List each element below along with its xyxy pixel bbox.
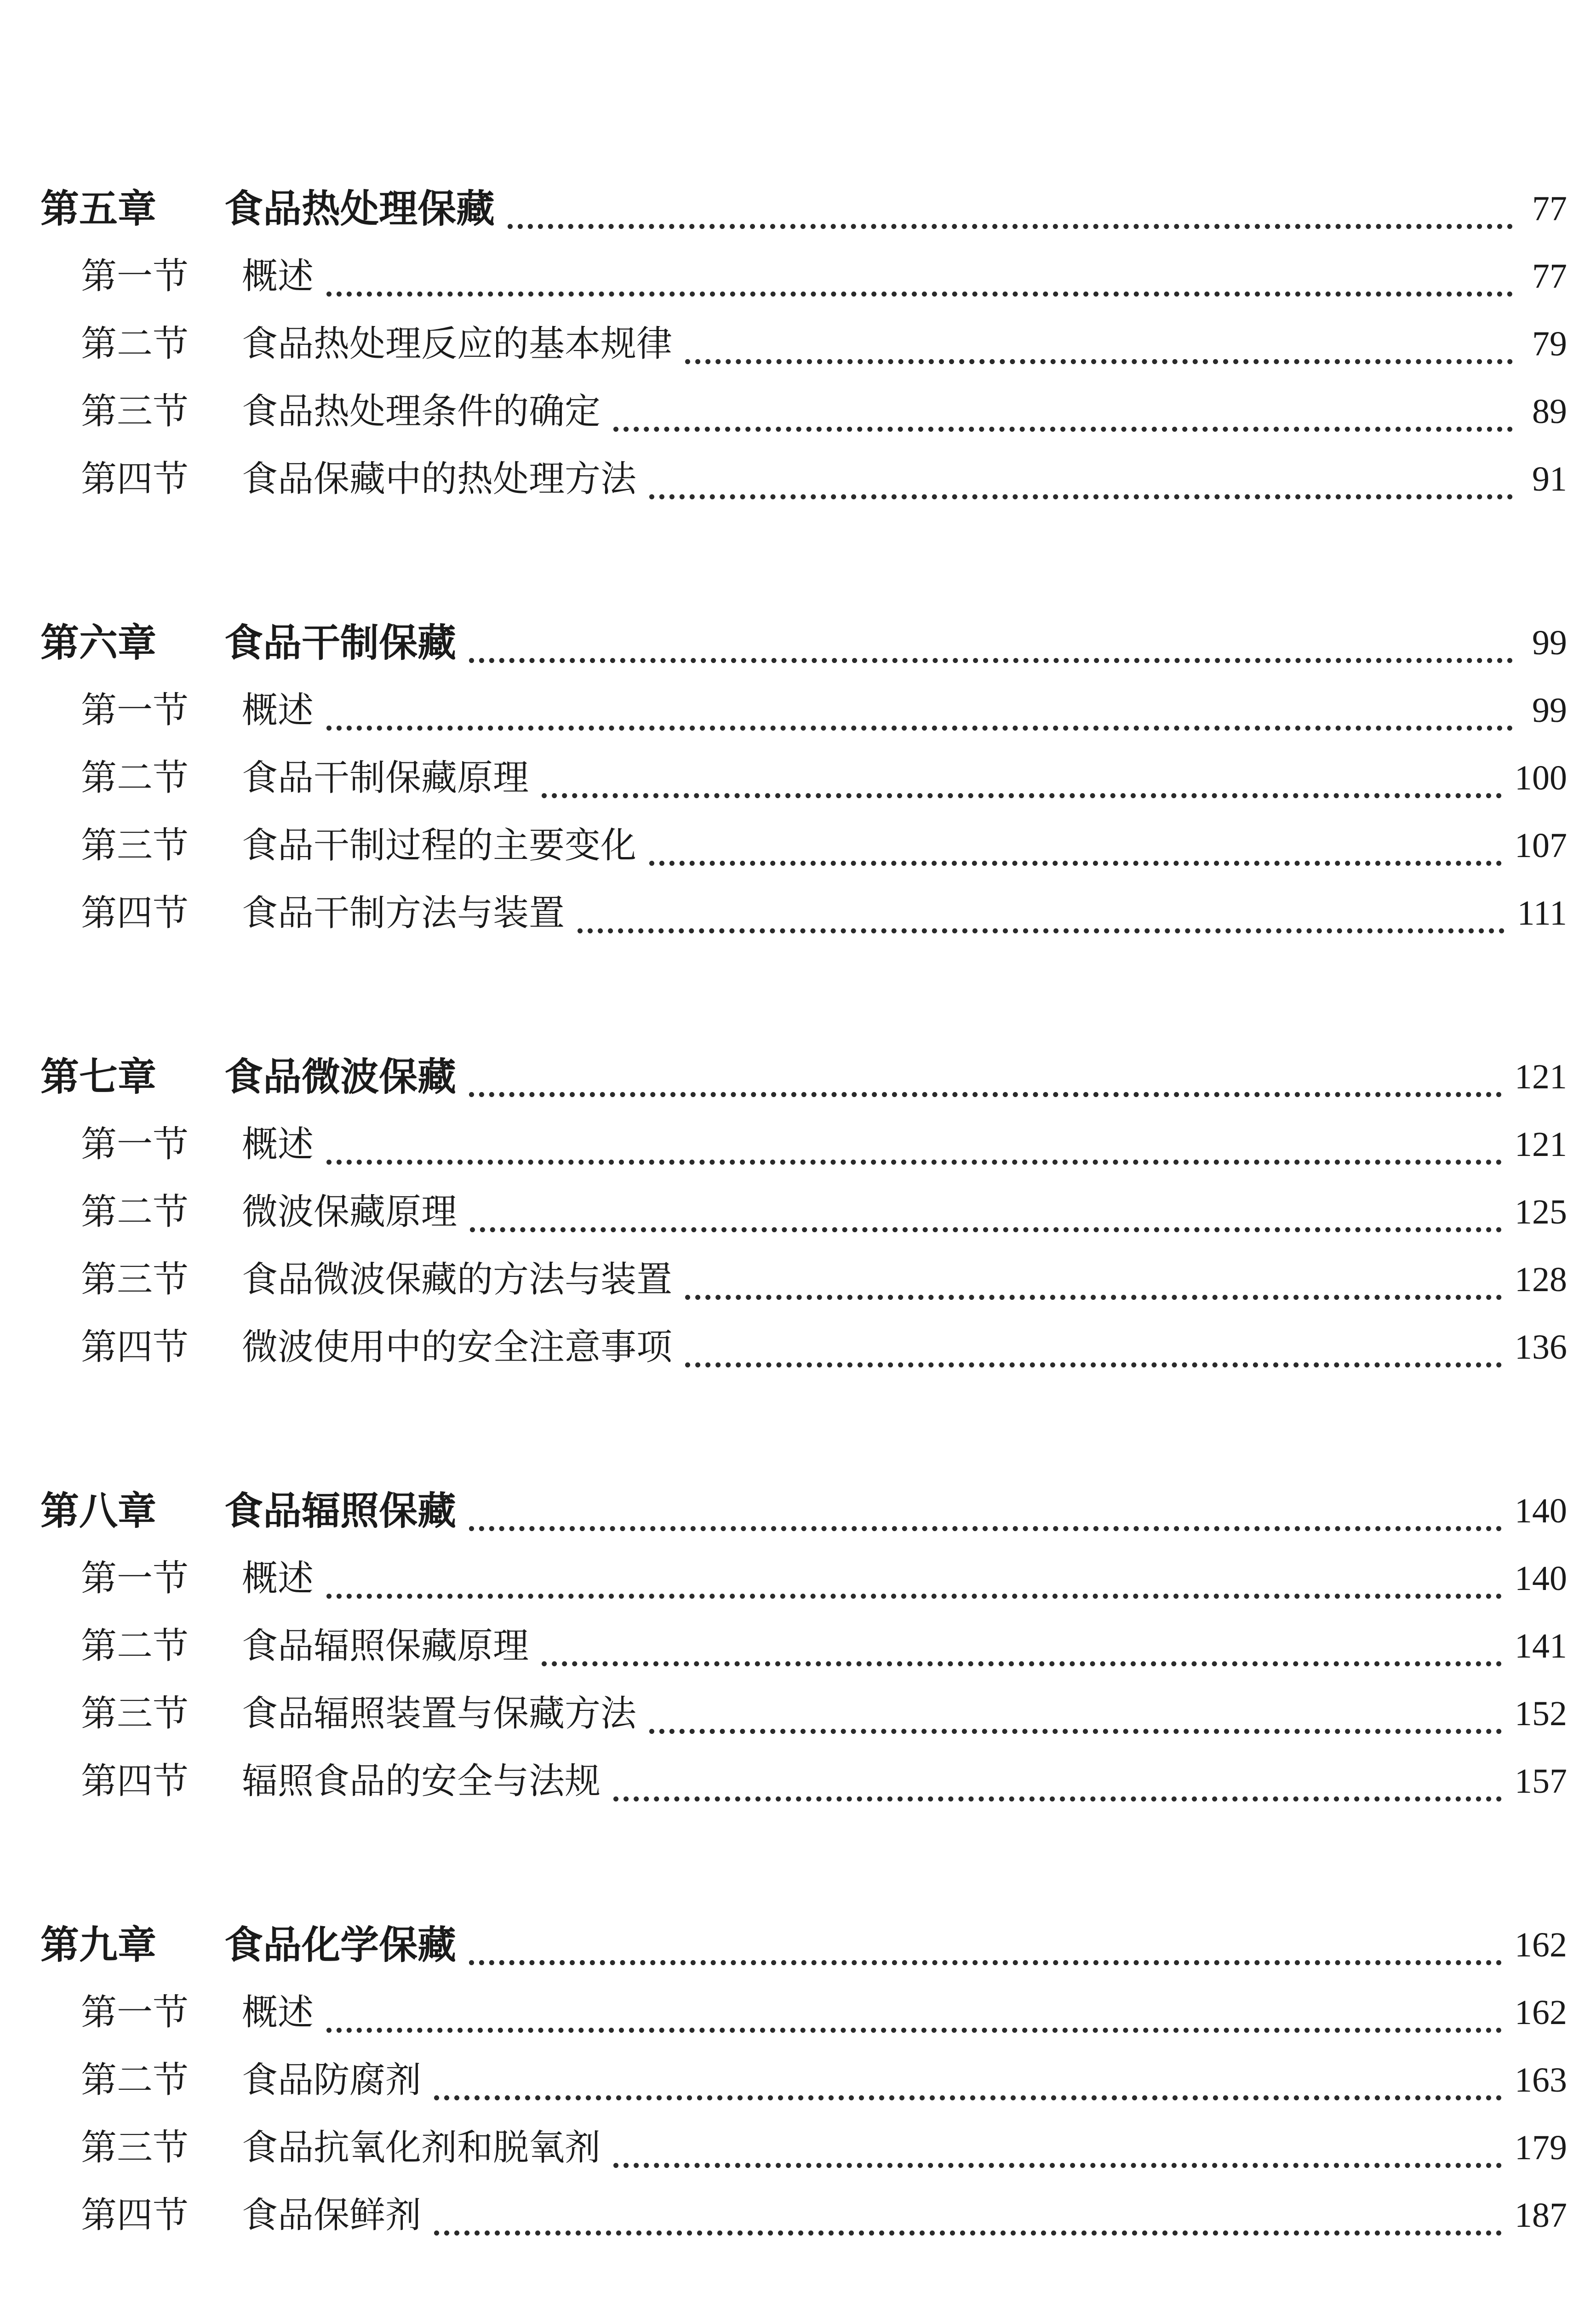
section-entry[interactable]: [81, 2114, 1567, 2182]
section-entry[interactable]: [81, 744, 1567, 812]
section-number: 第四节: [81, 892, 189, 934]
section-title: 概述: [242, 1558, 314, 1599]
section-entry[interactable]: [81, 1178, 1567, 1246]
section-number: 第三节: [81, 825, 189, 866]
section-title: 食品干制保藏原理: [242, 757, 529, 799]
section-title: 食品辐照装置与保藏方法: [242, 1693, 637, 1734]
dot-leader: [542, 1661, 1502, 1666]
section-number: 第二节: [81, 757, 189, 799]
section-page-number: 100: [1515, 759, 1567, 797]
dot-leader: [685, 1362, 1502, 1367]
dot-leader: [326, 2028, 1502, 2033]
section-title: 食品辐照保藏原理: [242, 1625, 529, 1667]
section-entry[interactable]: [81, 880, 1567, 947]
section-entry[interactable]: [81, 378, 1567, 446]
section-title: 食品抗氧化剂和脱氧剂: [242, 2127, 601, 2168]
section-title: 食品热处理条件的确定: [242, 391, 601, 432]
chapter-page-number: 140: [1515, 1492, 1567, 1530]
chapter-title: 食品辐照保藏: [224, 1488, 457, 1533]
section-title: 概述: [242, 1992, 314, 2033]
chapter-number: 第五章: [40, 186, 157, 231]
section-number: 第三节: [81, 391, 189, 432]
chapter-entry[interactable]: [40, 1477, 1567, 1545]
dot-leader: [649, 494, 1513, 499]
section-entry[interactable]: [81, 243, 1567, 310]
section-number: 第二节: [81, 1191, 189, 1233]
chapter-number: 第八章: [40, 1488, 157, 1533]
dot-leader: [434, 2095, 1502, 2100]
section-page-number: 79: [1532, 325, 1567, 363]
section-page-number: 162: [1515, 1993, 1567, 2032]
dot-leader: [685, 1295, 1502, 1300]
section-number: 第二节: [81, 2059, 189, 2101]
section-page-number: 77: [1532, 257, 1567, 296]
section-title: 食品保藏中的热处理方法: [242, 458, 637, 500]
dot-leader: [469, 1526, 1502, 1531]
section-page-number: 111: [1517, 894, 1567, 932]
section-number: 第三节: [81, 2127, 189, 2168]
chapter-entry[interactable]: [40, 1911, 1567, 1979]
section-entry[interactable]: [81, 1246, 1567, 1314]
section-title: 概述: [242, 690, 314, 731]
chapter-page-number: 121: [1515, 1058, 1567, 1096]
section-entry[interactable]: [81, 1111, 1567, 1178]
section-number: 第三节: [81, 1693, 189, 1734]
section-entry[interactable]: [81, 1314, 1567, 1381]
chapter-title: 食品热处理保藏: [224, 186, 495, 231]
section-number: 第四节: [81, 1761, 189, 1802]
section-title: 食品干制过程的主要变化: [242, 825, 637, 866]
section-title: 食品热处理反应的基本规律: [242, 323, 673, 365]
chapter-title: 食品化学保藏: [224, 1922, 457, 1967]
section-number: 第二节: [81, 1625, 189, 1667]
section-title: 食品防腐剂: [242, 2059, 422, 2101]
section-page-number: 91: [1532, 460, 1567, 498]
section-page-number: 128: [1515, 1260, 1567, 1299]
section-page-number: 121: [1515, 1125, 1567, 1164]
section-number: 第四节: [81, 458, 189, 500]
section-title: 概述: [242, 256, 314, 297]
section-page-number: 136: [1515, 1328, 1567, 1367]
section-page-number: 179: [1515, 2128, 1567, 2167]
section-entry[interactable]: [81, 1979, 1567, 2047]
section-page-number: 152: [1515, 1694, 1567, 1733]
section-page-number: 163: [1515, 2061, 1567, 2099]
section-entry[interactable]: [81, 2047, 1567, 2114]
section-number: 第一节: [81, 256, 189, 297]
chapter-entry[interactable]: [40, 609, 1567, 677]
section-page-number: 140: [1515, 1559, 1567, 1598]
table-of-contents: [40, 175, 1567, 2299]
dot-leader: [613, 427, 1513, 432]
chapter-block: [40, 175, 1567, 513]
section-entry[interactable]: [81, 1613, 1567, 1680]
section-entry[interactable]: [81, 1680, 1567, 1748]
section-number: 第四节: [81, 2195, 189, 2236]
chapter-number: 第七章: [40, 1054, 157, 1099]
chapter-block: [40, 1043, 1567, 1381]
section-number: 第一节: [81, 1558, 189, 1599]
section-entry[interactable]: [81, 310, 1567, 378]
section-title: 食品干制方法与装置: [242, 892, 565, 934]
chapter-page-number: 162: [1515, 1926, 1567, 1964]
dot-leader: [326, 1594, 1502, 1599]
section-title: 微波保藏原理: [242, 1191, 458, 1233]
dot-leader: [326, 292, 1513, 297]
chapter-title: 食品干制保藏: [224, 620, 457, 665]
section-title: 食品保鲜剂: [242, 2195, 422, 2236]
dot-leader: [649, 1729, 1502, 1734]
chapter-entry[interactable]: [40, 175, 1567, 243]
dot-leader: [578, 928, 1504, 933]
section-entry[interactable]: [81, 446, 1567, 513]
section-title: 概述: [242, 1124, 314, 1165]
section-title: 辐照食品的安全与法规: [242, 1761, 601, 1802]
chapter-block: [40, 609, 1567, 947]
chapter-title: 食品微波保藏: [224, 1054, 457, 1099]
dot-leader: [470, 1227, 1502, 1232]
dot-leader: [469, 658, 1513, 663]
section-page-number: 125: [1515, 1193, 1567, 1231]
chapter-page-number: 77: [1532, 189, 1567, 228]
chapter-number: 第六章: [40, 620, 157, 665]
section-page-number: 187: [1515, 2196, 1567, 2235]
chapter-block: [40, 1911, 1567, 2249]
chapter-number: 第九章: [40, 1922, 157, 1967]
dot-leader: [508, 224, 1513, 229]
section-entry[interactable]: [81, 2182, 1567, 2249]
section-entry[interactable]: [81, 677, 1567, 744]
dot-leader: [434, 2230, 1502, 2236]
dot-leader: [326, 1160, 1502, 1165]
section-page-number: 107: [1515, 826, 1567, 865]
dot-leader: [469, 1960, 1502, 1965]
section-entry[interactable]: [81, 812, 1567, 880]
chapter-entry[interactable]: [40, 1043, 1567, 1111]
section-number: 第二节: [81, 323, 189, 365]
dot-leader: [469, 1092, 1502, 1097]
section-title: 食品微波保藏的方法与装置: [242, 1259, 673, 1300]
dot-leader: [542, 793, 1502, 798]
section-number: 第一节: [81, 690, 189, 731]
dot-leader: [326, 726, 1513, 731]
section-number: 第一节: [81, 1124, 189, 1165]
dot-leader: [613, 2163, 1502, 2168]
dot-leader: [613, 1796, 1502, 1801]
dot-leader: [649, 861, 1502, 866]
dot-leader: [685, 359, 1513, 364]
section-title: 微波使用中的安全注意事项: [242, 1327, 673, 1368]
section-page-number: 99: [1532, 691, 1567, 730]
section-page-number: 157: [1515, 1762, 1567, 1801]
section-number: 第四节: [81, 1327, 189, 1368]
section-entry[interactable]: [81, 1748, 1567, 1815]
chapter-page-number: 99: [1532, 623, 1567, 662]
chapter-block: [40, 1477, 1567, 1815]
section-page-number: 89: [1532, 392, 1567, 431]
section-number: 第三节: [81, 1259, 189, 1300]
section-number: 第一节: [81, 1992, 189, 2033]
section-page-number: 141: [1515, 1627, 1567, 1665]
section-entry[interactable]: [81, 1545, 1567, 1613]
